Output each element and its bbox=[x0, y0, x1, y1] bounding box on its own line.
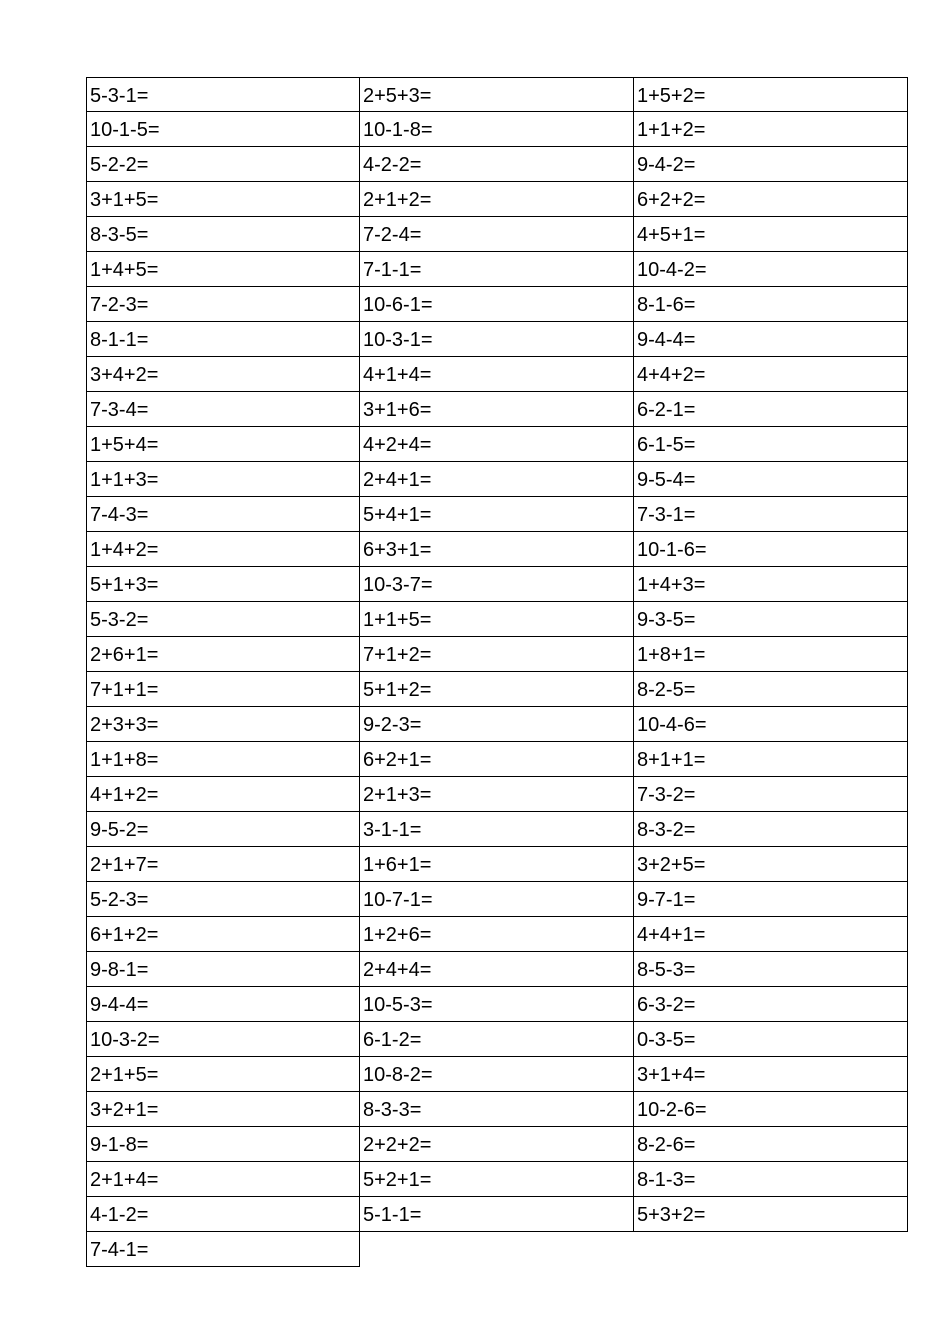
problem-cell: 8-5-3= bbox=[634, 952, 908, 987]
problem-cell: 5+1+2= bbox=[360, 672, 634, 707]
problem-cell: 9-3-5= bbox=[634, 602, 908, 637]
problem-cell: 2+1+7= bbox=[86, 847, 360, 882]
problem-cell: 10-2-6= bbox=[634, 1092, 908, 1127]
problem-cell: 8-2-5= bbox=[634, 672, 908, 707]
arithmetic-worksheet-table bbox=[86, 77, 908, 1267]
problem-cell: 2+1+5= bbox=[86, 1057, 360, 1092]
problem-cell: 9-5-4= bbox=[634, 462, 908, 497]
problem-cell: 8-3-2= bbox=[634, 812, 908, 847]
problem-cell: 9-4-2= bbox=[634, 147, 908, 182]
problem-cell: 6-2-1= bbox=[634, 392, 908, 427]
problem-cell: 9-4-4= bbox=[634, 322, 908, 357]
empty-cell bbox=[360, 1232, 634, 1267]
problem-cell: 5-3-2= bbox=[86, 602, 360, 637]
problem-cell: 1+1+2= bbox=[634, 112, 908, 147]
problem-cell: 7-3-1= bbox=[634, 497, 908, 532]
problem-cell: 8-3-5= bbox=[86, 217, 360, 252]
problem-cell: 7-3-2= bbox=[634, 777, 908, 812]
problem-cell: 6-1-5= bbox=[634, 427, 908, 462]
problem-cell: 10-8-2= bbox=[360, 1057, 634, 1092]
problem-cell: 10-7-1= bbox=[360, 882, 634, 917]
problem-cell: 1+5+4= bbox=[86, 427, 360, 462]
problem-cell: 8-1-1= bbox=[86, 322, 360, 357]
problem-cell: 4+4+1= bbox=[634, 917, 908, 952]
problem-cell: 7+1+2= bbox=[360, 637, 634, 672]
problem-cell: 8-1-6= bbox=[634, 287, 908, 322]
problem-cell: 10-6-1= bbox=[360, 287, 634, 322]
empty-cell bbox=[634, 1232, 908, 1267]
problem-cell: 7-3-4= bbox=[86, 392, 360, 427]
problem-cell: 2+5+3= bbox=[360, 77, 634, 112]
problem-cell: 8-2-6= bbox=[634, 1127, 908, 1162]
problem-cell: 5+4+1= bbox=[360, 497, 634, 532]
problem-cell: 4+1+4= bbox=[360, 357, 634, 392]
problem-cell: 9-7-1= bbox=[634, 882, 908, 917]
problem-cell: 7+1+1= bbox=[86, 672, 360, 707]
problem-cell: 10-1-8= bbox=[360, 112, 634, 147]
problem-cell: 10-5-3= bbox=[360, 987, 634, 1022]
problem-cell: 2+3+3= bbox=[86, 707, 360, 742]
problem-cell: 3+4+2= bbox=[86, 357, 360, 392]
problem-cell: 1+1+3= bbox=[86, 462, 360, 497]
problem-cell: 10-1-6= bbox=[634, 532, 908, 567]
problem-cell: 6+3+1= bbox=[360, 532, 634, 567]
problem-cell: 9-8-1= bbox=[86, 952, 360, 987]
problem-cell: 7-4-3= bbox=[86, 497, 360, 532]
problem-cell: 5-1-1= bbox=[360, 1197, 634, 1232]
problem-cell: 7-2-3= bbox=[86, 287, 360, 322]
problem-cell: 10-4-6= bbox=[634, 707, 908, 742]
problem-cell: 1+4+5= bbox=[86, 252, 360, 287]
problem-cell: 1+8+1= bbox=[634, 637, 908, 672]
problem-cell: 2+1+3= bbox=[360, 777, 634, 812]
problem-cell: 6-3-2= bbox=[634, 987, 908, 1022]
problem-cell: 8+1+1= bbox=[634, 742, 908, 777]
problem-cell: 1+2+6= bbox=[360, 917, 634, 952]
problem-cell: 1+4+3= bbox=[634, 567, 908, 602]
problem-cell: 6-1-2= bbox=[360, 1022, 634, 1057]
problem-cell: 9-2-3= bbox=[360, 707, 634, 742]
problem-cell: 1+1+8= bbox=[86, 742, 360, 777]
problem-cell: 7-1-1= bbox=[360, 252, 634, 287]
problem-cell: 8-3-3= bbox=[360, 1092, 634, 1127]
problem-cell: 6+1+2= bbox=[86, 917, 360, 952]
problem-cell: 3+1+5= bbox=[86, 182, 360, 217]
problem-cell: 7-2-4= bbox=[360, 217, 634, 252]
problem-cell: 2+1+2= bbox=[360, 182, 634, 217]
problem-cell: 10-3-1= bbox=[360, 322, 634, 357]
problem-cell: 5-3-1= bbox=[86, 77, 360, 112]
problem-cell: 3+1+6= bbox=[360, 392, 634, 427]
problem-cell: 5-2-2= bbox=[86, 147, 360, 182]
problem-cell: 1+6+1= bbox=[360, 847, 634, 882]
problem-cell: 10-4-2= bbox=[634, 252, 908, 287]
problem-cell: 1+4+2= bbox=[86, 532, 360, 567]
problem-cell: 10-3-7= bbox=[360, 567, 634, 602]
problem-cell: 9-4-4= bbox=[86, 987, 360, 1022]
problem-cell: 8-1-3= bbox=[634, 1162, 908, 1197]
problem-cell: 4+5+1= bbox=[634, 217, 908, 252]
problem-cell: 10-1-5= bbox=[86, 112, 360, 147]
problem-cell: 5+3+2= bbox=[634, 1197, 908, 1232]
problem-cell: 2+6+1= bbox=[86, 637, 360, 672]
problem-cell: 9-5-2= bbox=[86, 812, 360, 847]
problem-cell: 4-1-2= bbox=[86, 1197, 360, 1232]
problem-cell: 4+1+2= bbox=[86, 777, 360, 812]
problem-cell: 7-4-1= bbox=[86, 1232, 360, 1267]
problem-cell: 2+4+1= bbox=[360, 462, 634, 497]
problem-cell: 9-1-8= bbox=[86, 1127, 360, 1162]
problem-cell: 3-1-1= bbox=[360, 812, 634, 847]
problem-cell: 3+2+1= bbox=[86, 1092, 360, 1127]
problem-cell: 4+2+4= bbox=[360, 427, 634, 462]
problem-cell: 3+1+4= bbox=[634, 1057, 908, 1092]
problem-cell: 5+1+3= bbox=[86, 567, 360, 602]
problem-cell: 5+2+1= bbox=[360, 1162, 634, 1197]
problem-cell: 2+4+4= bbox=[360, 952, 634, 987]
problem-cell: 5-2-3= bbox=[86, 882, 360, 917]
problem-cell: 6+2+2= bbox=[634, 182, 908, 217]
problem-cell: 10-3-2= bbox=[86, 1022, 360, 1057]
problem-cell: 1+1+5= bbox=[360, 602, 634, 637]
problem-cell: 2+1+4= bbox=[86, 1162, 360, 1197]
problem-cell: 4+4+2= bbox=[634, 357, 908, 392]
problem-cell: 3+2+5= bbox=[634, 847, 908, 882]
problem-cell: 6+2+1= bbox=[360, 742, 634, 777]
problem-cell: 4-2-2= bbox=[360, 147, 634, 182]
problem-cell: 2+2+2= bbox=[360, 1127, 634, 1162]
problem-cell: 0-3-5= bbox=[634, 1022, 908, 1057]
problem-cell: 1+5+2= bbox=[634, 77, 908, 112]
